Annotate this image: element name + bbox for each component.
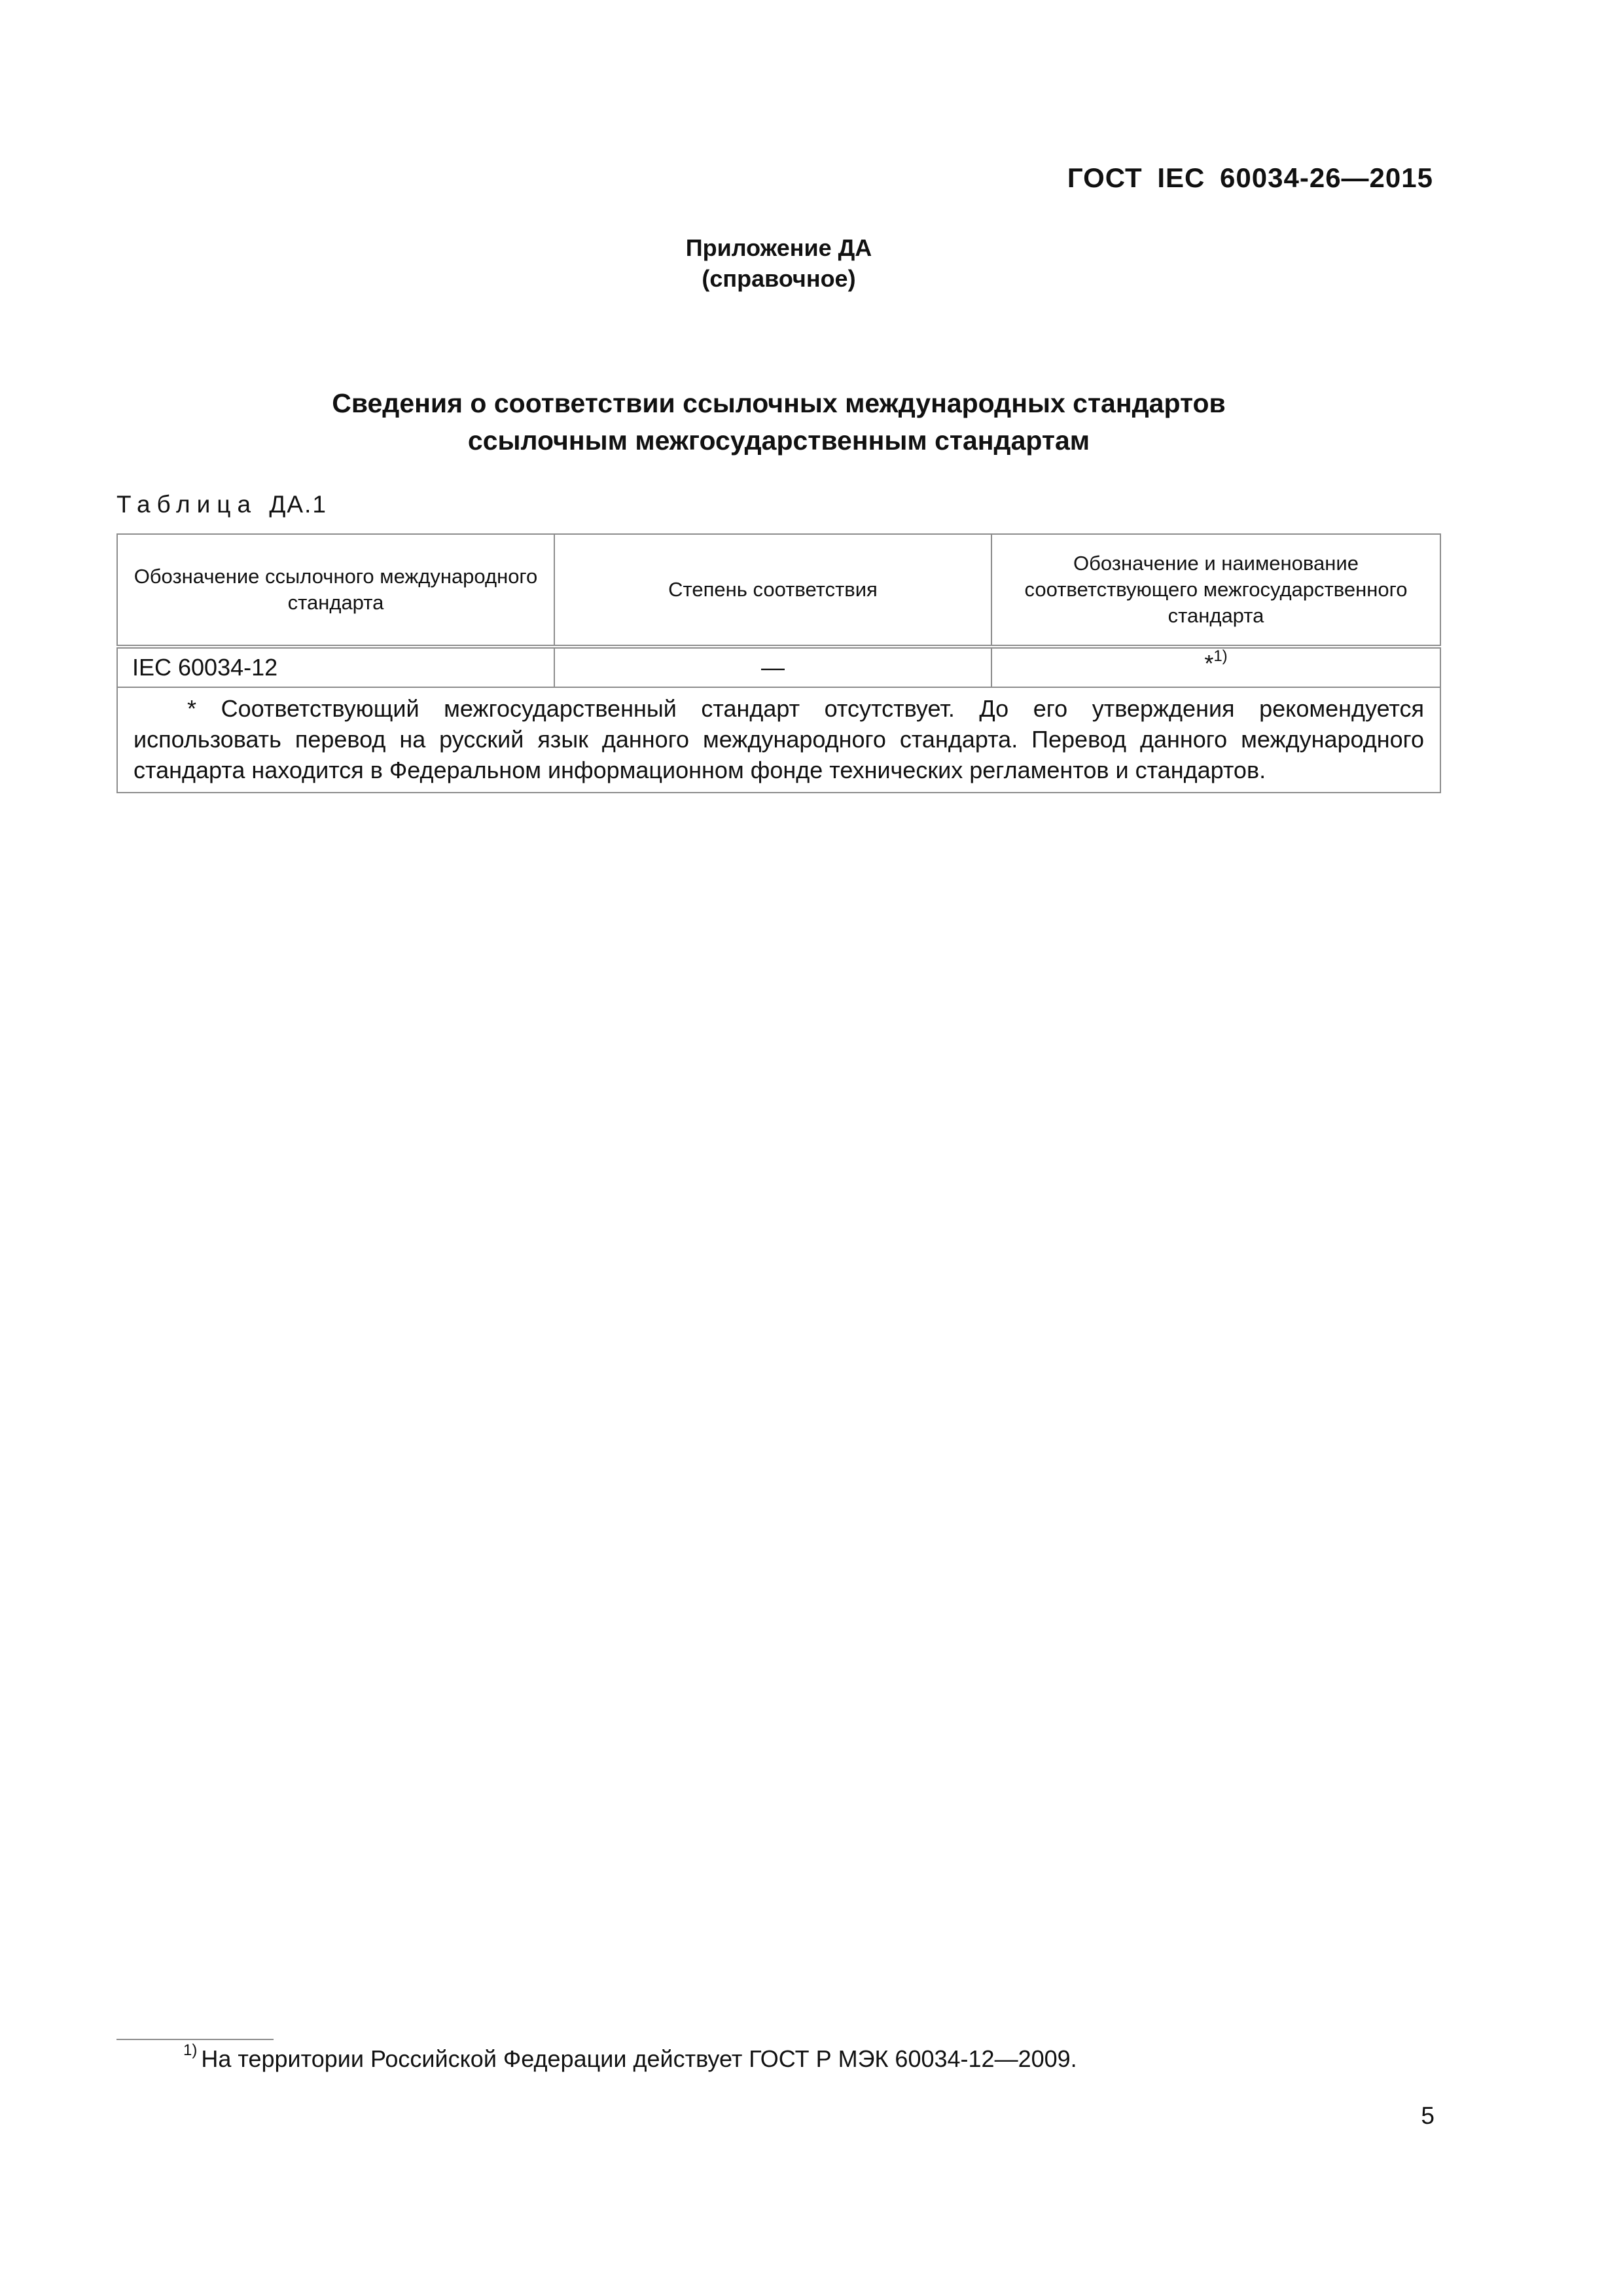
table-note: * Соответствующий межгосударственный стандарт отсутствует. До его утверждения рекомендуется использовать перевод на русский язык данного международного стандарта. Перевод данного международного стандарта находится в Федеральном информационном фонде технических регламентов и стандартов. bbox=[117, 687, 1440, 793]
appendix-heading bbox=[0, 232, 1558, 294]
cell-degree: — bbox=[554, 647, 991, 687]
cell-interstate-mark bbox=[991, 647, 1440, 687]
section-title-line-1: Сведения о соответствии ссылочных международных стандартов bbox=[332, 388, 1226, 418]
footnote-reference: 1) bbox=[1213, 647, 1228, 665]
section-title bbox=[0, 385, 1558, 459]
appendix-title: Приложение ДА bbox=[685, 234, 872, 261]
table-note-row bbox=[117, 687, 1440, 793]
column-header-interstate-standard: Обозначение и наименование соответствующего межгосударственного стандарта bbox=[991, 534, 1440, 647]
table-caption-prefix: Таблица bbox=[116, 491, 258, 518]
section-title-line-2: ссылочным межгосударственным стандартам bbox=[467, 425, 1090, 456]
footnote bbox=[183, 2041, 1077, 2073]
footnote-divider bbox=[116, 2039, 274, 2040]
page-number: 5 bbox=[1421, 2102, 1435, 2129]
footnote-text: На территории Российской Федерации действует ГОСТ Р МЭК 60034-12—2009. bbox=[201, 2045, 1077, 2072]
footnote-marker: 1) bbox=[183, 2041, 198, 2059]
document-code: ГОСТ IEC 60034-26—2015 bbox=[1067, 162, 1433, 193]
table-row bbox=[117, 647, 1440, 687]
correspondence-table bbox=[116, 533, 1441, 793]
table-caption-number: ДА.1 bbox=[269, 491, 327, 518]
column-header-degree: Степень соответствия bbox=[554, 534, 991, 647]
appendix-subtitle: (справочное) bbox=[702, 265, 856, 292]
column-header-reference-standard: Обозначение ссылочного международного стандарта bbox=[117, 534, 554, 647]
table-header-row bbox=[117, 534, 1440, 647]
cell-standard: IEC 60034-12 bbox=[117, 647, 554, 687]
asterisk-mark: * bbox=[1204, 650, 1214, 677]
table-caption bbox=[116, 491, 327, 518]
